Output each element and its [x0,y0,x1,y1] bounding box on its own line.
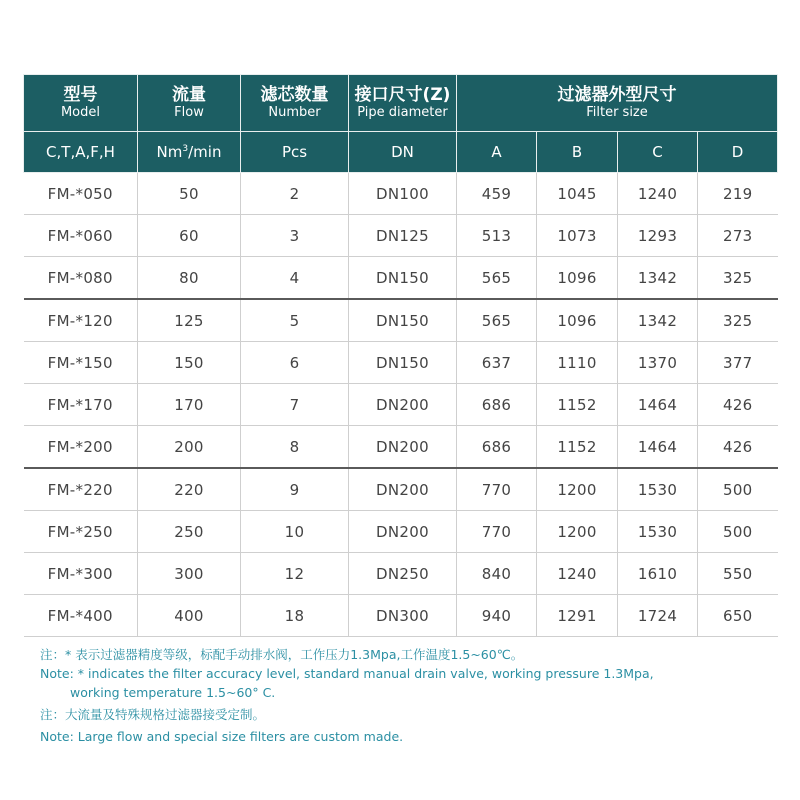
table-row [24,595,778,637]
cell-dim-b: 1200 [537,468,618,511]
note-en-1b: working temperature 1.5~60° C. [70,685,276,700]
cell-dim-c: 1610 [618,553,698,595]
cell-dim-d: 426 [698,426,778,469]
cell-number: 6 [241,342,349,384]
cell-dim-a: 770 [457,511,537,553]
cell-model: FM-*200 [24,426,138,469]
note-zh-1: 注：* 表示过滤器精度等级，标配手动排水阀，工作压力1.3Mpa,工作温度1.5~60℃。 [40,647,524,662]
cell-flow: 220 [138,468,241,511]
header-flow-unit: Nm$^3$/min [138,132,241,173]
header-number-unit: Pcs [241,132,349,173]
cell-pipe: DN200 [349,468,457,511]
cell-flow: 80 [138,257,241,300]
cell-flow: 50 [138,173,241,215]
cell-pipe: DN200 [349,384,457,426]
header-row-main [24,75,778,132]
cell-number: 4 [241,257,349,300]
cell-model: FM-*120 [24,299,138,342]
spec-table-body [24,173,778,637]
cell-dim-b: 1152 [537,426,618,469]
cell-dim-c: 1370 [618,342,698,384]
cell-dim-b: 1045 [537,173,618,215]
cell-pipe: DN300 [349,595,457,637]
header-pipe-unit: DN [349,132,457,173]
cell-model: FM-*250 [24,511,138,553]
header-filter-size: 过滤器外型尺寸 Filter size [457,75,778,132]
cell-dim-d: 550 [698,553,778,595]
cell-dim-c: 1293 [618,215,698,257]
cell-model: FM-*400 [24,595,138,637]
cell-pipe: DN150 [349,257,457,300]
spec-table-container [23,74,777,637]
header-flow: 流量 Flow [138,75,241,132]
cell-dim-b: 1200 [537,511,618,553]
cell-dim-d: 325 [698,257,778,300]
cell-dim-d: 377 [698,342,778,384]
cell-flow: 125 [138,299,241,342]
table-row [24,384,778,426]
cell-dim-d: 500 [698,468,778,511]
cell-number: 9 [241,468,349,511]
cell-dim-a: 565 [457,299,537,342]
cell-flow: 300 [138,553,241,595]
header-number: 滤芯数量 Number [241,75,349,132]
cell-number: 8 [241,426,349,469]
cell-number: 3 [241,215,349,257]
header-dim-b: B [537,132,618,173]
cell-number: 7 [241,384,349,426]
cell-dim-b: 1152 [537,384,618,426]
cell-model: FM-*170 [24,384,138,426]
cell-pipe: DN200 [349,511,457,553]
cell-number: 18 [241,595,349,637]
cell-pipe: DN125 [349,215,457,257]
header-dim-c: C [618,132,698,173]
cell-number: 5 [241,299,349,342]
header-model: 型号 Model [24,75,138,132]
cell-dim-c: 1240 [618,173,698,215]
cell-dim-a: 940 [457,595,537,637]
cell-dim-a: 459 [457,173,537,215]
cell-dim-c: 1464 [618,426,698,469]
cell-flow: 250 [138,511,241,553]
cell-dim-c: 1724 [618,595,698,637]
cell-dim-c: 1530 [618,468,698,511]
cell-dim-a: 770 [457,468,537,511]
cell-dim-c: 1464 [618,384,698,426]
cell-dim-a: 513 [457,215,537,257]
cell-dim-b: 1073 [537,215,618,257]
cell-dim-a: 637 [457,342,537,384]
table-row [24,215,778,257]
cell-flow: 400 [138,595,241,637]
cell-dim-d: 500 [698,511,778,553]
cell-dim-c: 1342 [618,299,698,342]
cell-flow: 60 [138,215,241,257]
cell-dim-b: 1096 [537,299,618,342]
cell-pipe: DN150 [349,342,457,384]
header-dim-a: A [457,132,537,173]
cell-model: FM-*050 [24,173,138,215]
cell-number: 2 [241,173,349,215]
cell-number: 12 [241,553,349,595]
cell-model: FM-*060 [24,215,138,257]
cell-pipe: DN250 [349,553,457,595]
table-row [24,511,778,553]
cell-dim-b: 1096 [537,257,618,300]
cell-dim-a: 565 [457,257,537,300]
table-row [24,426,778,469]
note-zh-2: 注：大流量及特殊规格过滤器接受定制。 [40,707,266,722]
note-en-2: Note: Large flow and special size filters are custom made. [40,729,404,744]
header-dim-d: D [698,132,778,173]
cell-dim-d: 650 [698,595,778,637]
cell-dim-c: 1530 [618,511,698,553]
cell-dim-a: 840 [457,553,537,595]
cell-dim-d: 325 [698,299,778,342]
table-row [24,468,778,511]
cell-dim-b: 1291 [537,595,618,637]
table-row [24,342,778,384]
table-row [24,299,778,342]
cell-model: FM-*220 [24,468,138,511]
cell-pipe: DN200 [349,426,457,469]
cell-dim-c: 1342 [618,257,698,300]
notes-section [40,646,780,747]
cell-flow: 200 [138,426,241,469]
cell-dim-d: 219 [698,173,778,215]
table-row [24,553,778,595]
cell-dim-a: 686 [457,384,537,426]
header-row-units [24,132,778,173]
cell-number: 10 [241,511,349,553]
header-model-codes: C,T,A,F,H [24,132,138,173]
table-row [24,257,778,300]
cell-dim-d: 426 [698,384,778,426]
cell-pipe: DN150 [349,299,457,342]
cell-flow: 170 [138,384,241,426]
table-row [24,173,778,215]
cell-dim-b: 1240 [537,553,618,595]
cell-model: FM-*080 [24,257,138,300]
cell-dim-b: 1110 [537,342,618,384]
cell-dim-d: 273 [698,215,778,257]
cell-model: FM-*300 [24,553,138,595]
cell-model: FM-*150 [24,342,138,384]
cell-flow: 150 [138,342,241,384]
cell-dim-a: 686 [457,426,537,469]
header-pipe-diameter: 接口尺寸(Z) Pipe diameter [349,75,457,132]
filter-spec-table [23,74,778,637]
note-en-1a: Note: * indicates the filter accuracy level, standard manual drain valve, working pressure 1.3Mpa, [40,666,654,681]
cell-pipe: DN100 [349,173,457,215]
